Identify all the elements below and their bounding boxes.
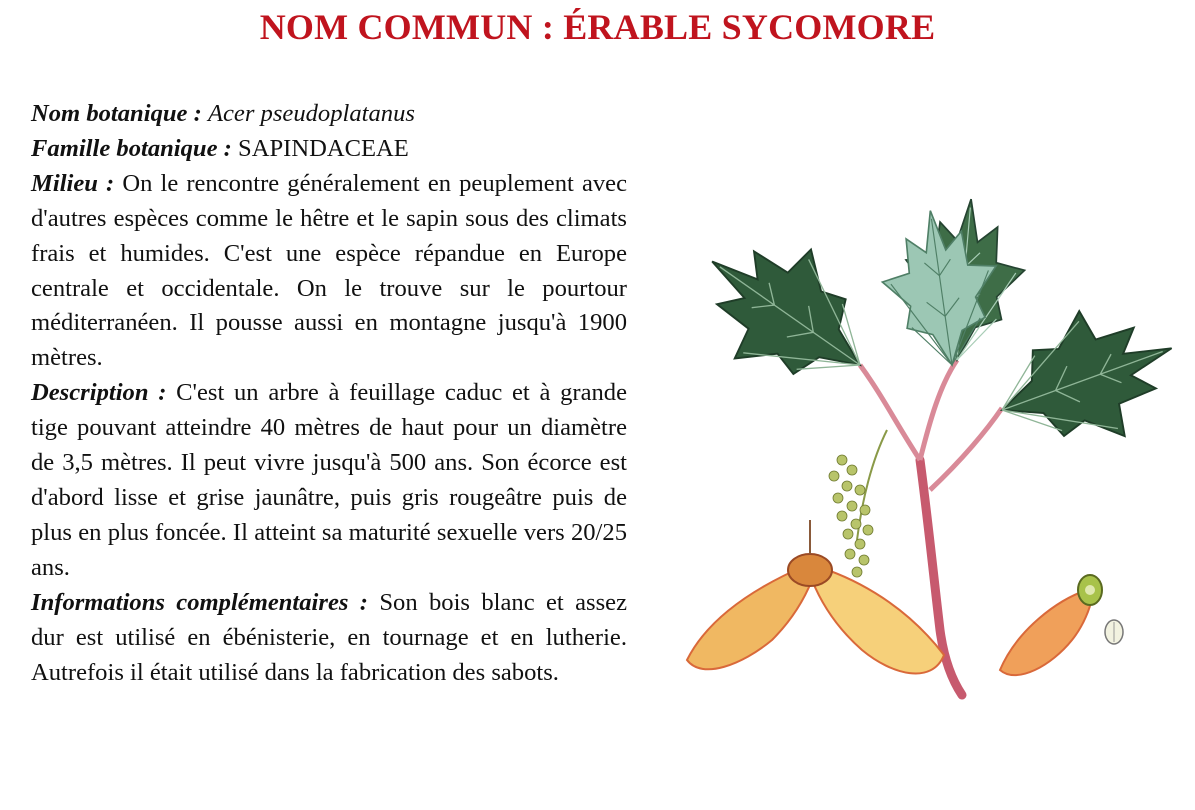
habitat-value: On le rencontre généralement en peuplement avec d'autres espèces comme le hêtre et le sapin sous des climats frais et humides. C'est une espèce répandue en Europe centrale et occidentale. On le trouve sur le pourtour méditerranéen. Il pousse aussi en montagne jusqu'à 1900 mètres. — [31, 169, 627, 372]
extra-info-paragraph — [31, 586, 627, 691]
habitat-label: Milieu : — [31, 169, 115, 197]
habitat-paragraph — [31, 167, 627, 376]
description-value: C'est un arbre à feuillage caduc et à grande tige pouvant atteindre 40 mètres de haut pour un diamètre de 3,5 mètres. Il peut vivre jusqu'à 500 ans. Son écorce est d'abord lisse et grise jaunâtre, puis gris rougeâtre puis de plus en plus foncée. Il atteint sa maturité sexuelle vers 20/25 ans. — [31, 379, 627, 581]
extra-info-value: Son bois blanc et assez dur est utilisé en ébénisterie, en tournage et en lutherie. Autrefois il était utilisé dans la fabrication des sabots. — [31, 588, 627, 686]
family-line — [31, 132, 627, 167]
family-value: SAPINDACEAE — [238, 134, 409, 162]
leaf-right — [979, 286, 1177, 473]
petiole-right — [930, 408, 1002, 490]
family-label: Famille botanique : — [31, 134, 232, 162]
samara-single — [1000, 575, 1102, 675]
botanical-name-line — [31, 97, 627, 132]
petiole-center — [920, 360, 957, 460]
extra-info-label: Informations complémentaires : — [31, 588, 368, 616]
description-label: Description : — [31, 379, 167, 407]
page-title: NOM COMMUN : ÉRABLE SYCOMORE — [259, 7, 936, 47]
description-paragraph — [31, 376, 627, 585]
samara-pair — [687, 520, 944, 674]
description-text-block — [31, 97, 627, 690]
flower-cluster — [829, 430, 887, 577]
botanical-name-label: Nom botanique : — [31, 100, 202, 127]
leaf-left — [674, 207, 898, 419]
botanical-name-value: Acer pseudoplatanus — [207, 100, 415, 127]
petiole-left — [860, 365, 920, 460]
seed — [1105, 620, 1123, 644]
maple-branch-illustration — [672, 160, 1177, 705]
